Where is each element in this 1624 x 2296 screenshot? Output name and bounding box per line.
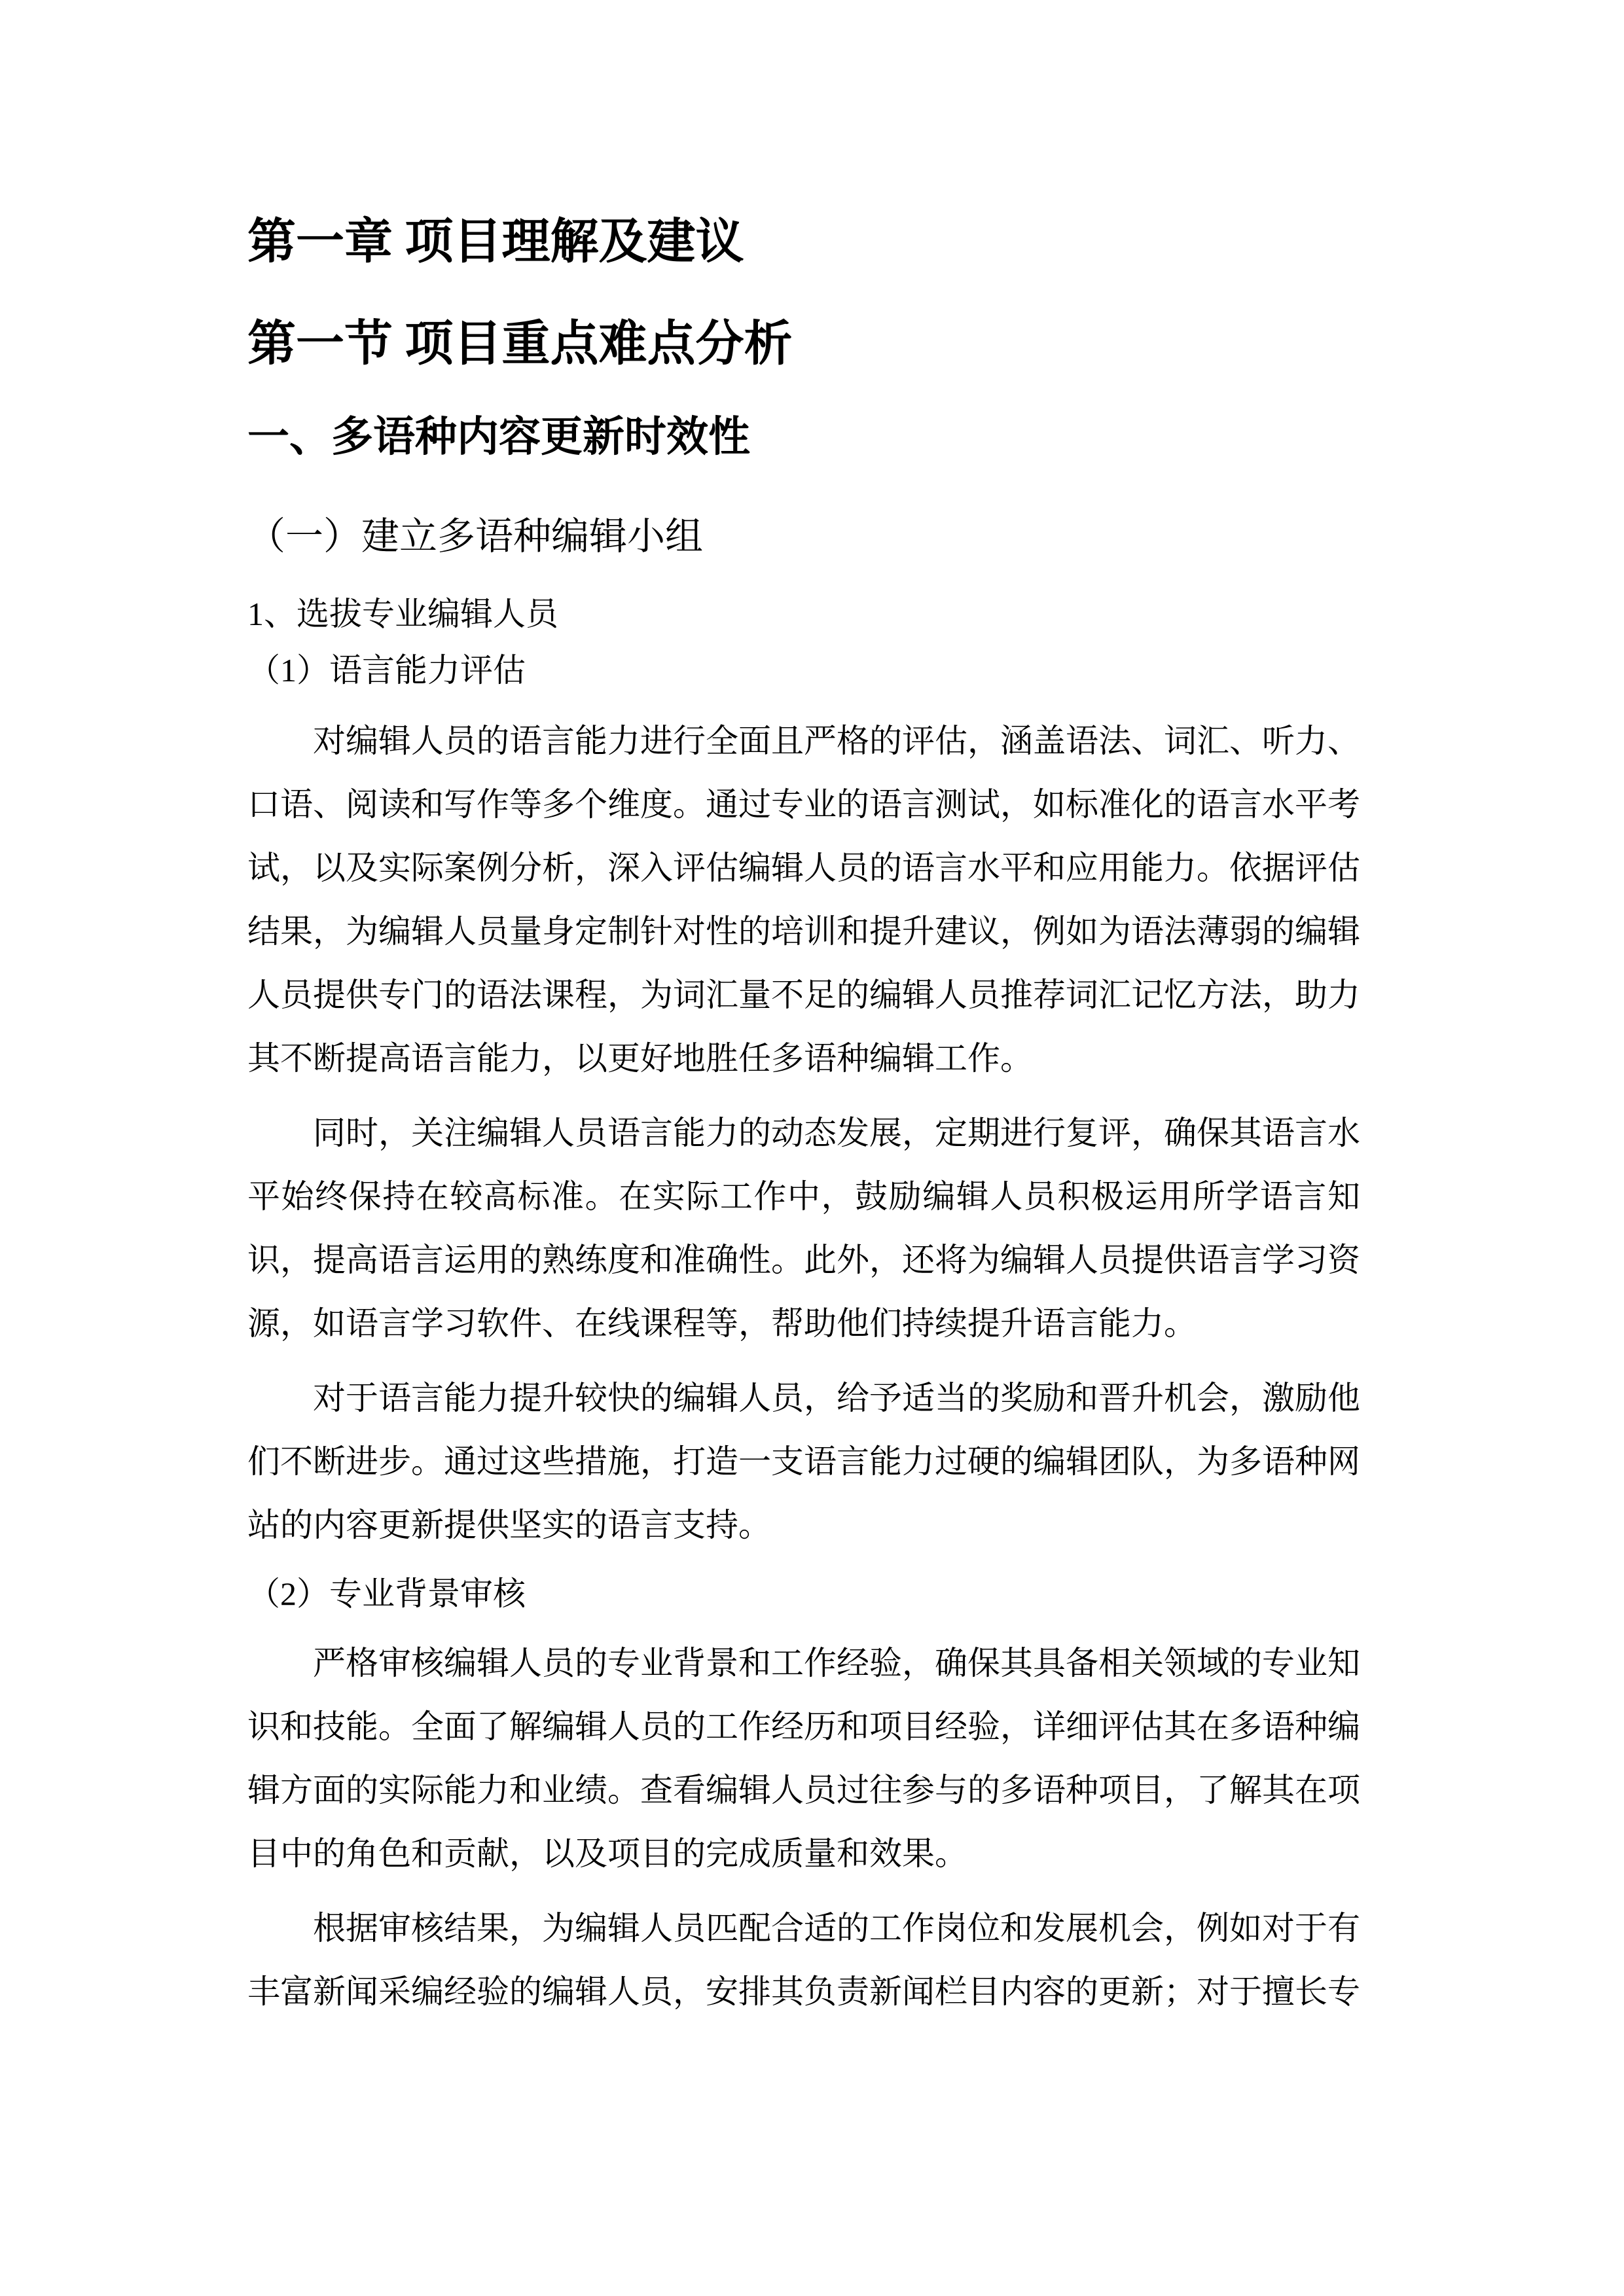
point-heading-1: （1）语言能力评估 [247,652,526,689]
paragraph-language-assessment-3: 对于语言能力提升较快的编辑人员，给予适当的奖励和晋升机会，激励他们不断进步。通过这些措施，打造一支语言能力过硬的编辑团队，为多语种网站的内容更新提供坚实的语言支持。 [247,1380,1360,1543]
point-heading-2: （2）专业背景审核 [247,1575,526,1612]
chapter-heading: 第一章 项目理解及建议 [247,215,744,269]
paragraph-background-review-1: 严格审核编辑人员的专业背景和工作经验，确保其具备相关领域的专业知识和技能。全面了解编辑人员的工作经历和项目经验，详细评估其在多语种编辑方面的实际能力和业绩。查看编辑人员过往参与的多语种项目，了解其在项目中的角色和贡献，以及项目的完成质量和效果。 [247,1645,1360,1872]
section-heading: 第一节 项目重点难点分析 [247,317,793,371]
item-heading: 1、选拔专业编辑人员 [247,596,558,632]
page-content [247,0,1360,2024]
paragraph-language-assessment-1: 对编辑人员的语言能力进行全面且严格的评估，涵盖语法、词汇、听力、口语、阅读和写作等多个维度。通过专业的语言测试，如标准化的语言水平考试，以及实际案例分析，深入评估编辑人员的语言水平和应用能力。依据评估结果，为编辑人员量身定制针对性的培训和提升建议，例如为语法薄弱的编辑人员提供专门的语法课程，为词汇量不足的编辑人员推荐词汇记忆方法，助力其不断提高语言能力，以更好地胜任多语种编辑工作。 [247,723,1360,1077]
topic-heading: 一、多语种内容更新时效性 [247,414,750,460]
paragraph-background-review-2: 根据审核结果，为编辑人员匹配合适的工作岗位和发展机会，例如对于有丰富新闻采编经验的编辑人员，安排其负责新闻栏目内容的更新；对于擅长专 [247,1910,1360,2010]
paragraph-language-assessment-2: 同时，关注编辑人员语言能力的动态发展，定期进行复评，确保其语言水平始终保持在较高标准。在实际工作中，鼓励编辑人员积极运用所学语言知识，提高语言运用的熟练度和准确性。此外，还将为编辑人员提供语言学习资源，如语言学习软件、在线课程等，帮助他们持续提升语言能力。 [247,1115,1360,1342]
subsection-heading: （一）建立多语种编辑小组 [247,515,704,558]
